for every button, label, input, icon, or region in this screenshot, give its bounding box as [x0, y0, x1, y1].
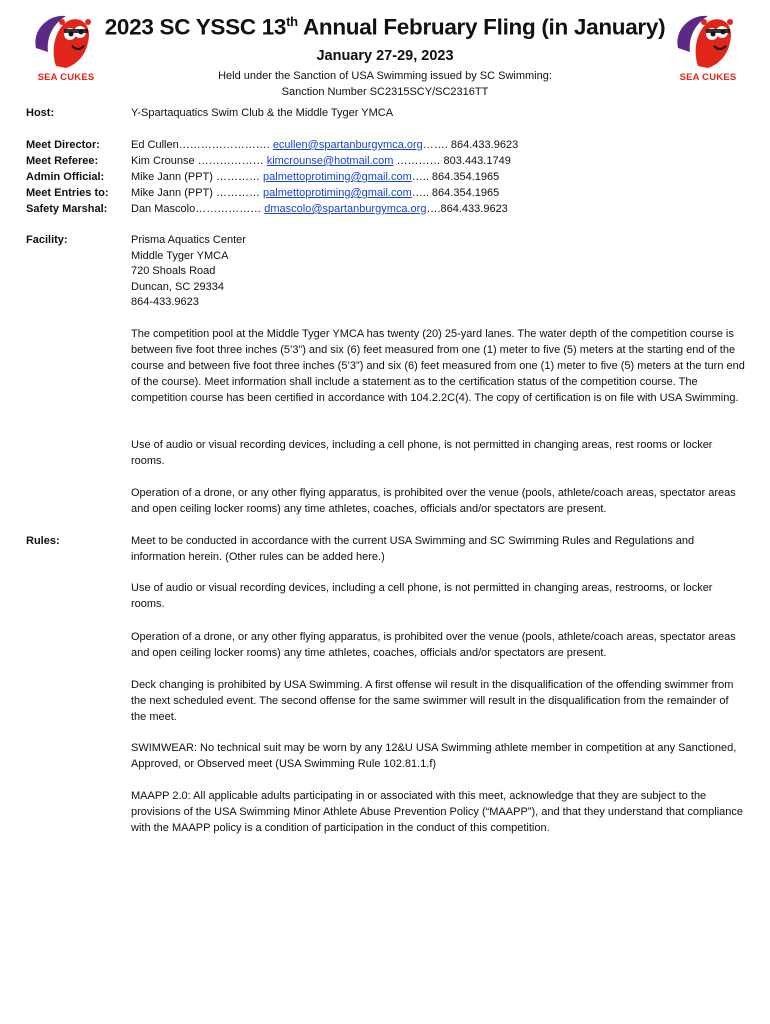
address-line: Duncan, SC 29334 [131, 280, 224, 293]
title-superscript: th [286, 14, 298, 29]
address-line: Middle Tyger YMCA [131, 249, 229, 262]
meet-referee-row [131, 154, 511, 170]
address-line: 720 Shoals Road [131, 265, 216, 277]
official-name: Ed Cullen……………………. [131, 139, 273, 151]
facility-label: Facility: [26, 234, 68, 246]
sea-cukes-logo-left [26, 8, 106, 88]
rules-paragraph: MAAPP 2.0: All applicable adults participating in or associated with this meet, acknowledge that they are subject to the provisions of the USA Swimming Minor Athlete Abuse Prevention Policy (“MAAPP”), and that they understand that compliance with the MAAPP policy is a condition of participation in the conduct of this competition. [131, 790, 744, 834]
rules-paragraph: SWIMWEAR: No technical suit may be worn by any 12&U USA Swimming athlete member in competition at any Sanctioned, Approved, or Observed meet (USA Swimming Rule 102.81.1.f) [131, 742, 737, 770]
meet-director-label: Meet Director: [26, 139, 100, 151]
rules-paragraph: Operation of a drone, or any other flying apparatus, is prohibited over the venue (pools, athlete/coach areas, spectator areas and open ceiling locker rooms) any time athletes, coaches, officials and/or spectators are present. [131, 631, 736, 659]
official-name: Mike Jann (PPT) ………… [131, 171, 264, 183]
meet-director-row [131, 138, 518, 154]
email-link[interactable]: dmascolo@spartanburgymca.org [264, 203, 427, 215]
official-name: Dan Mascolo……………… [131, 203, 265, 215]
meet-dates: January 27-29, 2023 [316, 48, 454, 64]
logo-text: SEA CUKES [37, 72, 95, 83]
logo-text: SEA CUKES [679, 72, 737, 83]
official-name: Mike Jann (PPT) ………… [131, 187, 264, 199]
safety-marshal-label: Safety Marshal: [26, 203, 108, 215]
facility-paragraph: Operation of a drone, or any other flying apparatus, is prohibited over the venue (pools, athlete/coach areas, spectator areas and open ceiling locker rooms) any time athletes, coaches, officials and/or spectators are present. [131, 487, 736, 515]
official-phone: ……. 864.433.9623 [422, 139, 519, 151]
sanction-info [150, 69, 620, 100]
title-main: 2023 SC YSSC 13 [104, 14, 287, 40]
official-phone: ………… 803.443.1749 [393, 155, 511, 167]
safety-marshal-row [131, 202, 508, 218]
official-phone: ….864.433.9623 [426, 203, 508, 215]
email-link[interactable]: palmettoprotiming@gmail.com [263, 171, 412, 183]
sea-cukes-logo-right [668, 8, 748, 88]
email-link[interactable]: ecullen@spartanburgymca.org [272, 139, 423, 151]
admin-official-label: Admin Official: [26, 171, 105, 183]
host-value: Y-Spartaquatics Swim Club & the Middle Tyger YMCA [131, 107, 394, 119]
address-line: 864-433.9623 [131, 296, 199, 308]
meet-entries-label: Meet Entries to: [26, 187, 109, 199]
email-link[interactable]: palmettoprotiming@gmail.com [263, 187, 412, 199]
rules-label: Rules: [26, 535, 60, 547]
rules-paragraph: Use of audio or visual recording devices, including a cell phone, is not permitted in changing areas, restrooms, or locker rooms. [131, 582, 713, 610]
official-phone: ….. 864.354.1965 [411, 171, 500, 183]
host-label: Host: [26, 107, 55, 119]
facility-paragraph: The competition pool at the Middle Tyger YMCA has twenty (20) 25-yard lanes. The water depth of the competition course is between five foot three inches (5’3”) and six (6) feet measured from one (1) meter to five (5) meters at the starting end of the course and between five foot three inches (5’3”) and six (6) feet measured from one (1) meter to five (5) meters at the turn end of the course). Meet information shall include a statement as to the certification status of the competition course. The competition course has been certified in accordance with 104.2.2C(4). The copy of certification is on file with USA Swimming. [131, 328, 745, 404]
official-name: Kim Crounse ……………… [131, 155, 267, 167]
facility-paragraph: Use of audio or visual recording devices, including a cell phone, is not permitted in changing areas, rest rooms or locker rooms. [131, 439, 713, 467]
sanction-line-1: Held under the Sanction of USA Swimming issued by SC Swimming: [218, 70, 552, 82]
sea-cucumber-mascot-icon [26, 8, 106, 74]
title-rest: Annual February Fling (in January) [297, 14, 666, 40]
meet-referee-label: Meet Referee: [26, 155, 99, 167]
address-line: Prisma Aquatics Center [131, 234, 246, 246]
email-link[interactable]: kimcrounse@hotmail.com [266, 155, 394, 167]
rules-paragraph: Deck changing is prohibited by USA Swimming. A first offense wil result in the disqualification of the offending swimmer from the next scheduled event. The second offense for the same swimmer will result in the disqualification from the remainder of the meet. [131, 679, 734, 723]
rules-paragraph: Meet to be conducted in accordance with the current USA Swimming and SC Swimming Rules and Regulations and information herein. (Other rules can be added here.) [131, 535, 695, 563]
sea-cucumber-mascot-icon [668, 8, 748, 74]
meet-entries-row [131, 186, 499, 202]
page-title [100, 14, 670, 41]
facility-address [131, 233, 246, 311]
official-phone: ….. 864.354.1965 [411, 187, 500, 199]
sanction-line-2: Sanction Number SC2315SCY/SC2316TT [281, 85, 489, 98]
admin-official-row [131, 170, 499, 186]
